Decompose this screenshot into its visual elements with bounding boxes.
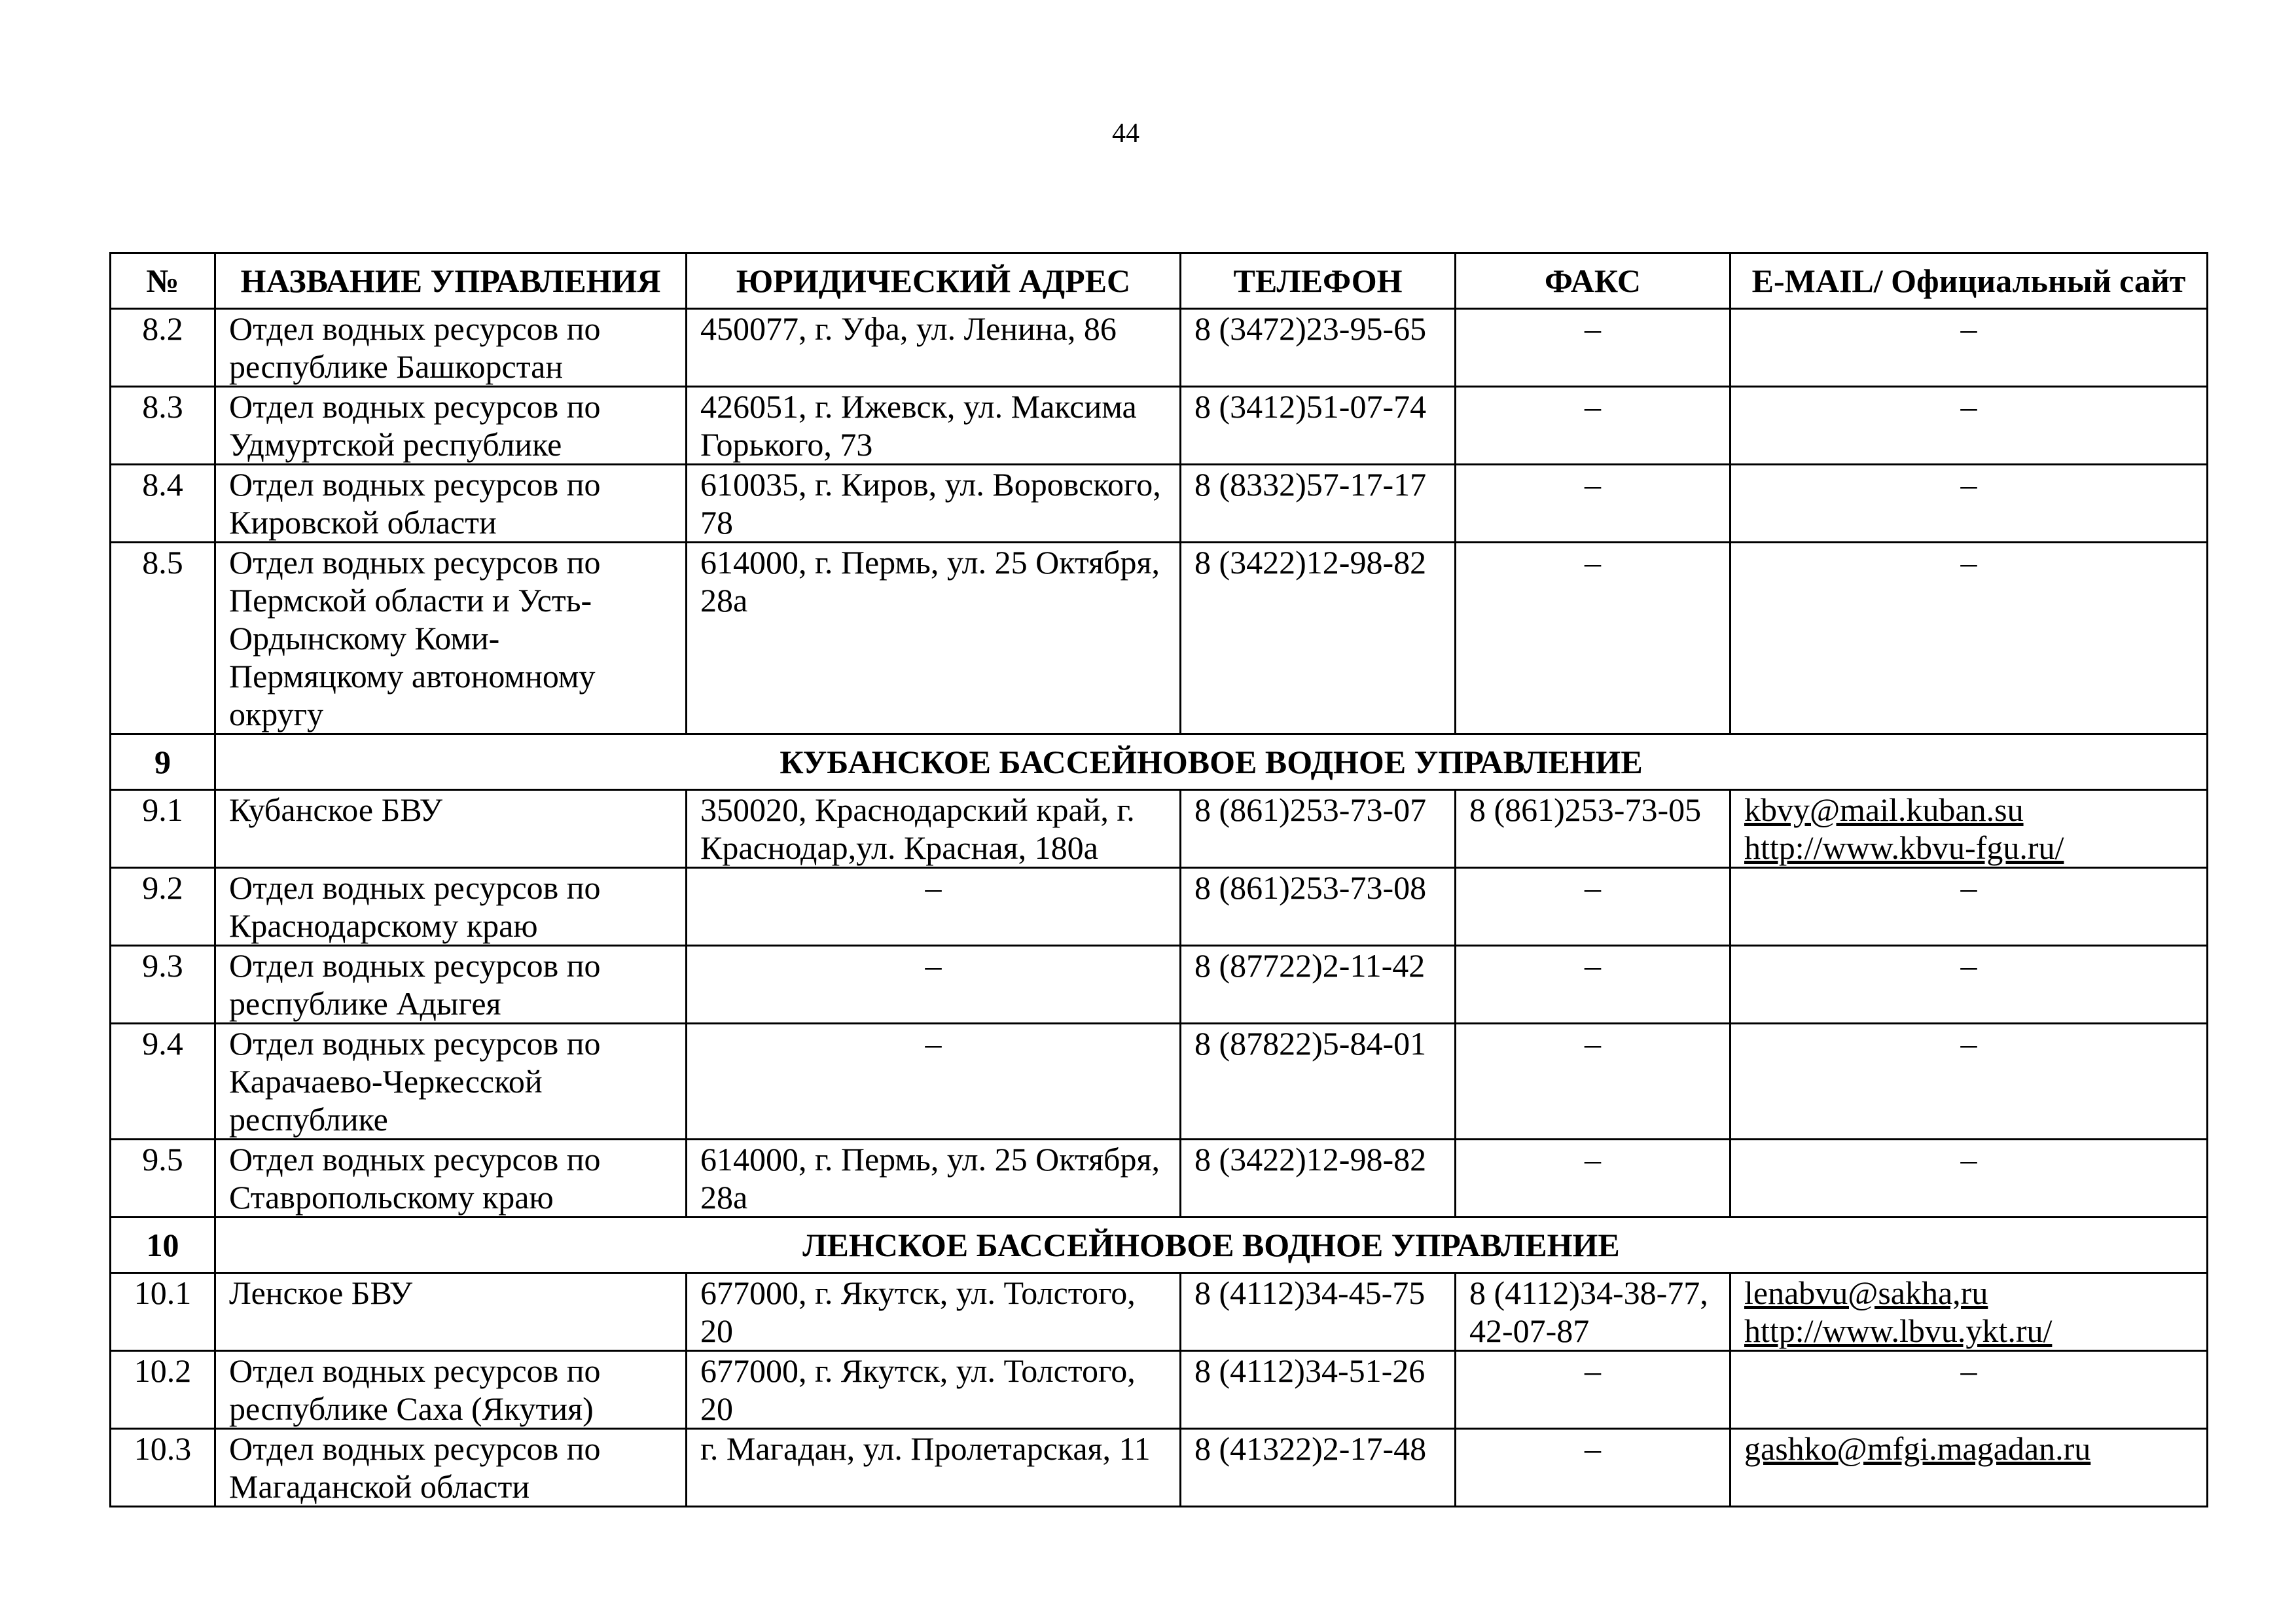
- row-name: Кубанское БВУ: [215, 790, 687, 868]
- row-fax: –: [1456, 543, 1731, 734]
- row-name: Отдел водных ресурсов по Ставропольскому краю: [215, 1140, 687, 1218]
- row-num: 8.5: [111, 543, 215, 734]
- row-name: Ленское БВУ: [215, 1273, 687, 1351]
- row-fax: –: [1456, 946, 1731, 1024]
- row-fax: 8 (861)253-73-05: [1456, 790, 1731, 868]
- row-email-site: [1731, 790, 2208, 868]
- row-num: 9.1: [111, 790, 215, 868]
- row-name: Отдел водных ресурсов по республике Башкорстан: [215, 309, 687, 387]
- table-row: [111, 387, 2208, 465]
- row-email: –: [1731, 543, 2208, 734]
- row-email: –: [1731, 1024, 2208, 1140]
- table-row: [111, 465, 2208, 543]
- row-address: 614000, г. Пермь, ул. 25 Октября, 28а: [687, 1140, 1181, 1218]
- table-row: [111, 543, 2208, 734]
- row-phone: 8 (4112)34-51-26: [1181, 1351, 1456, 1429]
- row-email: –: [1731, 387, 2208, 465]
- row-email-site: [1731, 1273, 2208, 1351]
- row-phone: 8 (41322)2-17-48: [1181, 1429, 1456, 1507]
- row-name: Отдел водных ресурсов по Кировской области: [215, 465, 687, 543]
- row-email: –: [1731, 465, 2208, 543]
- row-num: 10.1: [111, 1273, 215, 1351]
- row-name: Отдел водных ресурсов по Пермской области и Усть-Ордынскому Коми-Пермяцкому автономному округу: [215, 543, 687, 734]
- row-fax: –: [1456, 465, 1731, 543]
- row-address: –: [687, 868, 1181, 946]
- row-name: Отдел водных ресурсов по Магаданской области: [215, 1429, 687, 1507]
- header-num: №: [111, 253, 215, 309]
- row-num: 10.3: [111, 1429, 215, 1507]
- water-authorities-table: [109, 252, 2208, 1507]
- row-name: Отдел водных ресурсов по Карачаево-Черкесской республике: [215, 1024, 687, 1140]
- row-fax: –: [1456, 868, 1731, 946]
- email-link[interactable]: gashko@mfgi.magadan.ru: [1744, 1430, 2091, 1467]
- table-header-row: [111, 253, 2208, 309]
- row-fax: –: [1456, 1351, 1731, 1429]
- row-email: –: [1731, 1140, 2208, 1218]
- row-address: 677000, г. Якутск, ул. Толстого, 20: [687, 1351, 1181, 1429]
- section-num: 10: [111, 1218, 215, 1273]
- row-fax: –: [1456, 1429, 1731, 1507]
- row-phone: 8 (87722)2-11-42: [1181, 946, 1456, 1024]
- row-fax: –: [1456, 1024, 1731, 1140]
- row-phone: 8 (3412)51-07-74: [1181, 387, 1456, 465]
- row-fax: –: [1456, 387, 1731, 465]
- table-row: [111, 1351, 2208, 1429]
- page-number: 44: [1112, 118, 1139, 149]
- table-row: [111, 868, 2208, 946]
- table-row: [111, 946, 2208, 1024]
- section-title: ЛЕНСКОЕ БАССЕЙНОВОЕ ВОДНОЕ УПРАВЛЕНИЕ: [215, 1218, 2208, 1273]
- section-row: [111, 734, 2208, 790]
- row-email-site: [1731, 1429, 2208, 1507]
- row-phone: 8 (3422)12-98-82: [1181, 543, 1456, 734]
- row-phone: 8 (8332)57-17-17: [1181, 465, 1456, 543]
- row-phone: 8 (87822)5-84-01: [1181, 1024, 1456, 1140]
- website-link[interactable]: http://www.kbvu-fgu.ru/: [1744, 829, 2064, 866]
- row-address: –: [687, 1024, 1181, 1140]
- table-row: [111, 790, 2208, 868]
- table-row: [111, 1273, 2208, 1351]
- row-address: г. Магадан, ул. Пролетарская, 11: [687, 1429, 1181, 1507]
- section-row: [111, 1218, 2208, 1273]
- row-name: Отдел водных ресурсов по республике Саха (Якутия): [215, 1351, 687, 1429]
- row-num: 8.4: [111, 465, 215, 543]
- row-address: 426051, г. Ижевск, ул. Максима Горького, 73: [687, 387, 1181, 465]
- section-title: КУБАНСКОЕ БАССЕЙНОВОЕ ВОДНОЕ УПРАВЛЕНИЕ: [215, 734, 2208, 790]
- header-phone: ТЕЛЕФОН: [1181, 253, 1456, 309]
- row-address: 450077, г. Уфа, ул. Ленина, 86: [687, 309, 1181, 387]
- row-address: 350020, Краснодарский край, г. Краснодар,ул. Красная, 180а: [687, 790, 1181, 868]
- row-email: –: [1731, 309, 2208, 387]
- row-num: 9.4: [111, 1024, 215, 1140]
- row-num: 10.2: [111, 1351, 215, 1429]
- row-num: 8.2: [111, 309, 215, 387]
- row-num: 8.3: [111, 387, 215, 465]
- section-num: 9: [111, 734, 215, 790]
- row-fax: –: [1456, 309, 1731, 387]
- row-phone: 8 (3472)23-95-65: [1181, 309, 1456, 387]
- website-link[interactable]: http://www.lbvu.ykt.ru/: [1744, 1312, 2053, 1349]
- row-email: –: [1731, 1351, 2208, 1429]
- row-phone: 8 (861)253-73-07: [1181, 790, 1456, 868]
- row-num: 9.3: [111, 946, 215, 1024]
- table-row: [111, 1429, 2208, 1507]
- row-phone: 8 (861)253-73-08: [1181, 868, 1456, 946]
- row-name: Отдел водных ресурсов по республике Адыгея: [215, 946, 687, 1024]
- table-row: [111, 309, 2208, 387]
- header-fax: ФАКС: [1456, 253, 1731, 309]
- row-fax: –: [1456, 1140, 1731, 1218]
- email-link[interactable]: kbvy@mail.kuban.su: [1744, 791, 2024, 828]
- header-address: ЮРИДИЧЕСКИЙ АДРЕС: [687, 253, 1181, 309]
- row-address: –: [687, 946, 1181, 1024]
- row-address: 677000, г. Якутск, ул. Толстого, 20: [687, 1273, 1181, 1351]
- row-num: 9.2: [111, 868, 215, 946]
- row-name: Отдел водных ресурсов по Краснодарскому краю: [215, 868, 687, 946]
- row-email: –: [1731, 868, 2208, 946]
- table-row: [111, 1140, 2208, 1218]
- row-num: 9.5: [111, 1140, 215, 1218]
- row-phone: 8 (3422)12-98-82: [1181, 1140, 1456, 1218]
- row-address: 614000, г. Пермь, ул. 25 Октября, 28а: [687, 543, 1181, 734]
- row-phone: 8 (4112)34-45-75: [1181, 1273, 1456, 1351]
- row-name: Отдел водных ресурсов по Удмуртской республике: [215, 387, 687, 465]
- table-row: [111, 1024, 2208, 1140]
- email-link[interactable]: lenabvu@sakha,ru: [1744, 1274, 1988, 1311]
- row-email: –: [1731, 946, 2208, 1024]
- header-name: НАЗВАНИЕ УПРАВЛЕНИЯ: [215, 253, 687, 309]
- row-fax: 8 (4112)34-38-77, 42-07-87: [1456, 1273, 1731, 1351]
- row-address: 610035, г. Киров, ул. Воровского, 78: [687, 465, 1181, 543]
- header-email: E-MAIL/ Официальный сайт: [1731, 253, 2208, 309]
